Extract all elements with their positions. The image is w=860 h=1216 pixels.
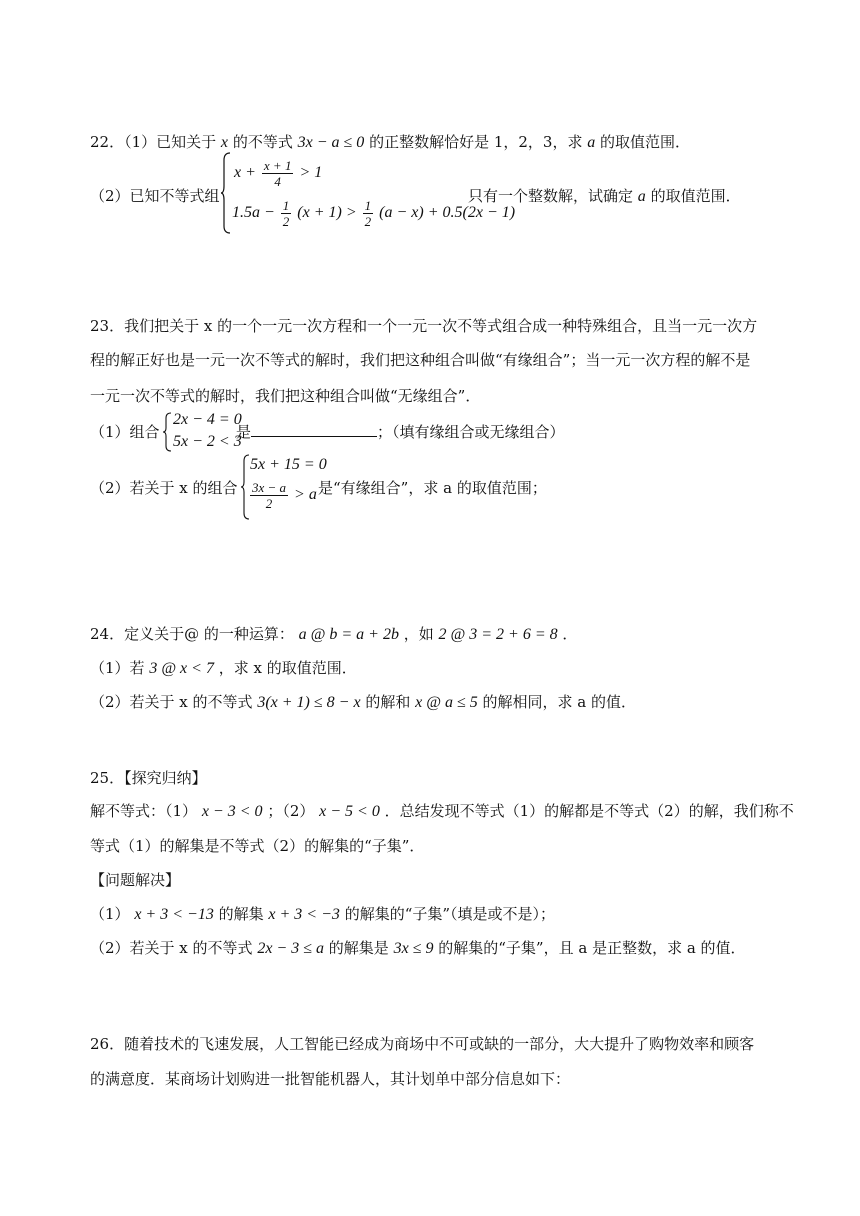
q23-part2-tail: 是“有缘组合”，求 a 的取值范围； [318,479,547,497]
q23-line2: 程的解正好也是一元一次不等式的解时，我们把这种组合叫做“有缘组合”；当一元一次方程的解不是 [90,351,751,369]
q23-part1-brace [162,412,172,456]
q24-part2: （2）若关于 x 的不等式 3(x + 1) ≤ 8 − x 的解和 x @ a ≤ 5 的解相同，求 a 的值． [90,693,637,711]
q23-part2: （2）若关于 x 的组合 [90,479,238,497]
q23-part1-eq1: 2x − 4 = 0 [173,411,242,428]
q23-part1-tail: 是 ；（填有缘组合或无缘组合） [236,423,565,441]
q23-part1: （1）组合 [90,423,160,441]
answer-blank[interactable] [251,422,377,437]
q22-system-brace [220,152,232,238]
q23-line3: 一元一次不等式的解时，我们把这种组合叫做“无缘组合”． [90,387,481,405]
q25-title: 25．【探究归纳】 [90,769,207,787]
fraction: $\frac{x + 1}{4}$ [263,158,292,189]
q24-line1: 24．定义关于@ 的一种运算： a @ b = a + 2b ，如 2 @ 3 = 2 + 6 = 8 ． [90,625,578,643]
q26-line2: 的满意度．某商场计划购进一批智能机器人，其计划单中部分信息如下： [90,1070,571,1088]
fraction: $\frac{1}{2}$ [282,198,290,229]
q22-part2-label: （2）已知不等式组 [90,187,220,205]
q25-line1: 解不等式：（1） x − 3 < 0 ；（2） x − 5 < 0 ．总结发现不等式（1）的解都是不等式（2）的解，我们称不 [90,802,794,820]
q25-line2: 等式（1）的解集是不等式（2）的解集的“子集”． [90,837,425,855]
q23-line1: 23．我们把关于 x 的一个一元一次方程和一个一元一次不等式组合成一种特殊组合，且当一元一次方 [90,317,758,335]
q25-part2: （2）若关于 x 的不等式 2x − 3 ≤ a 的解集是 3x ≤ 9 的解集的“子集”，且 a 是正整数，求 a 的值． [90,939,746,957]
q26-line1: 26．随着技术的飞速发展，人工智能已经成为商场中不可或缺的一部分，大大提升了购物效率和顾客 [90,1035,755,1053]
q22-part2-tail: 只有一个整数解，试确定 a 的取值范围． [468,187,741,205]
q22-system-line1: x + $\frac{x + 1}{4}$ > 1 [234,158,323,189]
q25-section: 【问题解决】 [90,871,181,889]
fraction: $\frac{1}{2}$ [364,198,372,229]
q23-part2-eq2: $\frac{3x - a}{2}$ > a [252,480,317,511]
q22-part1: 22．（1）已知关于 x 的不等式 3x − a ≤ 0 的正整数解恰好是 1，2，3，求 a 的取值范围． [90,133,691,151]
q24-part1: （1）若 3 @ x < 7 ，求 x 的取值范围． [90,659,357,677]
q22-system-line2: 1.5a − $\frac{1}{2}$ (x + 1) > $\frac{1}{2}$ (a − x) + 0.5(2x − 1) [232,198,516,229]
q23-part2-eq1: 5x + 15 = 0 [250,456,327,473]
q25-part1: （1） x + 3 < −13 的解集 x + 3 < −3 的解集的“子集”（填是或不是）； [90,905,556,923]
fraction: $\frac{3x - a}{2}$ [252,480,287,511]
q23-part1-eq2: 5x − 2 < 3 [173,433,242,450]
